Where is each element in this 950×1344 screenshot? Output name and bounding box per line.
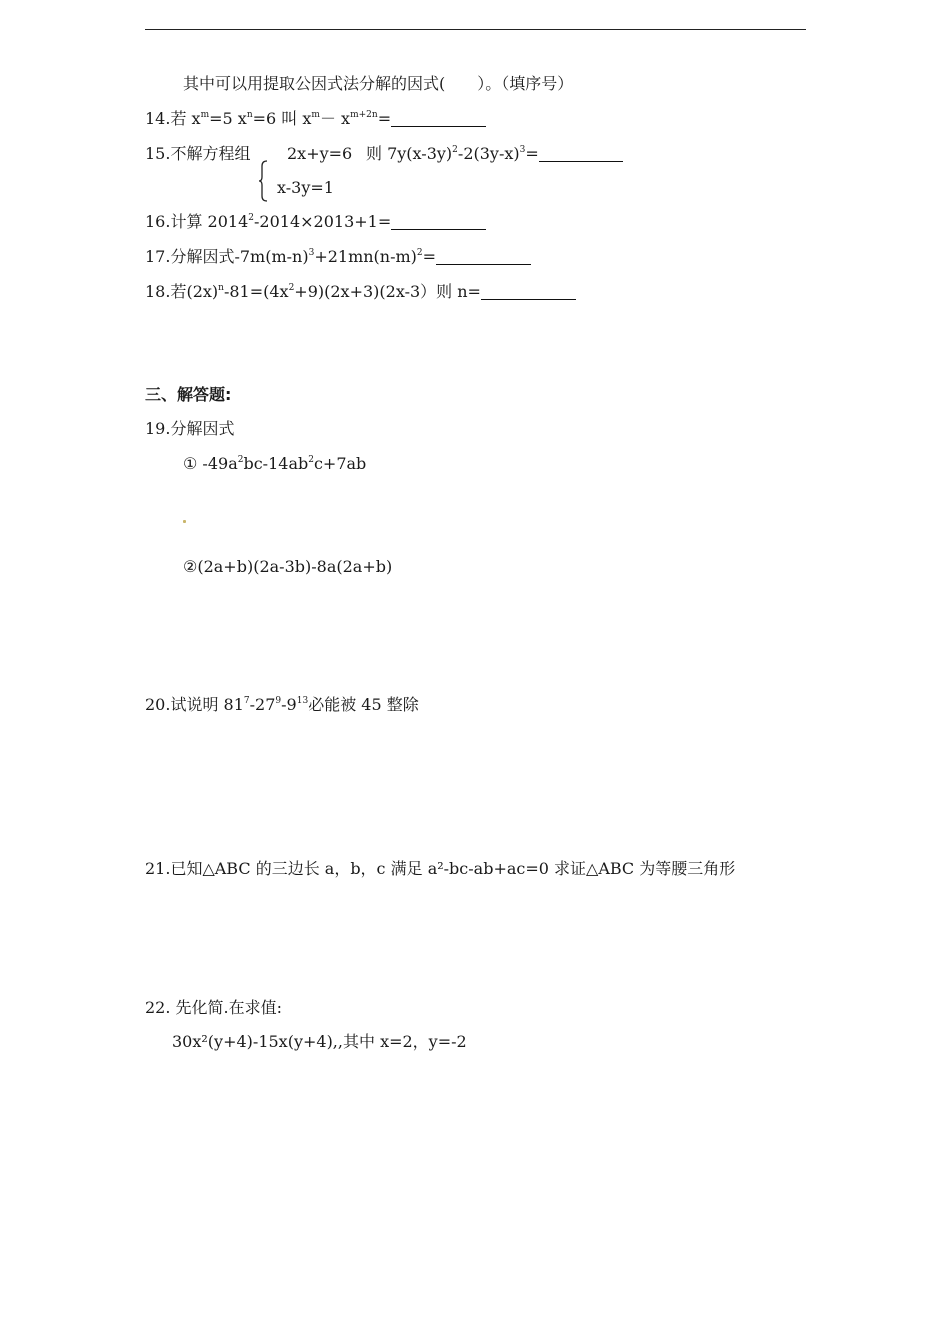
- q16-part: 16.计算 2014: [145, 212, 249, 231]
- q19-1-sup: 2: [237, 455, 244, 465]
- q15-eq2-text: x-3y=1: [277, 178, 334, 197]
- answer-blank[interactable]: [436, 249, 531, 265]
- q18-part: 18.若(2x): [145, 282, 219, 301]
- q19-text: 19.分解因式: [145, 419, 235, 438]
- question-17: [145, 247, 531, 267]
- q20-part: -27: [249, 695, 276, 714]
- answer-blank[interactable]: [539, 146, 623, 162]
- q15-equation-2: [277, 178, 334, 198]
- q14-part: =6 叫 x: [252, 109, 312, 128]
- q18-part: -81=(4x: [223, 282, 289, 301]
- q20-part: 20.试说明 81: [145, 695, 244, 714]
- q15-equation-1: [287, 144, 352, 164]
- q22-expression-text: 30x²(y+4)-15x(y+4),,其中 x=2，y=-2: [172, 1032, 467, 1051]
- answer-blank[interactable]: [391, 111, 486, 127]
- q15-eq1-text: 2x+y=6: [287, 144, 353, 163]
- q13-tail-text: [183, 74, 573, 94]
- q20-sup: 7: [243, 696, 250, 706]
- q15-part: -2(3y-x): [457, 144, 520, 163]
- question-22-expression: [172, 1032, 467, 1052]
- stray-mark: [183, 520, 186, 523]
- q15-part: =: [525, 144, 539, 163]
- q15-part: 15.不解方程组: [145, 144, 251, 163]
- q14-sup: m: [200, 110, 210, 120]
- q17-sup: 2: [416, 248, 423, 258]
- q14-part: 14.若 x: [145, 109, 201, 128]
- q21-text: 21.已知△ABC 的三边长 a，b，c 满足 a²-bc-ab+ac=0 求证△ABC 为等腰三角形: [145, 859, 736, 878]
- q20-part: 必能被 45 整除: [308, 695, 419, 714]
- q17-part: =: [422, 247, 437, 266]
- q17-part: 17.分解因式-7m(m-n): [145, 247, 309, 266]
- q18-sup: 2: [288, 283, 295, 293]
- q15-part: 则 7y(x-3y): [366, 144, 453, 163]
- equation-brace: [258, 160, 268, 200]
- question-20: [145, 695, 419, 715]
- q20-sup: 9: [275, 696, 282, 706]
- q19-1-sup: 2: [308, 455, 314, 465]
- question-19-part-1: [183, 454, 366, 474]
- question-21: [145, 859, 735, 879]
- header-rule: [145, 29, 806, 30]
- question-22: [145, 998, 282, 1018]
- q19-1-part: c+7ab: [313, 454, 367, 473]
- q19-1-part: bc-14ab: [243, 454, 309, 473]
- question-18: [145, 282, 576, 302]
- q14-sup: m: [311, 110, 320, 120]
- q17-part: +21mn(n-m): [314, 247, 417, 266]
- q22-text: 22. 先化简.在求值:: [145, 998, 283, 1017]
- q13-tail-label: 其中可以用提取公因式法分解的因式( ）。（填序号）: [183, 74, 574, 93]
- question-14: [145, 109, 486, 129]
- question-15: [145, 144, 250, 164]
- q15-sup: 3: [519, 145, 526, 155]
- question-19: [145, 419, 234, 439]
- q18-sup: n: [218, 283, 224, 293]
- question-19-part-2: [183, 557, 392, 577]
- q15-sup: 2: [452, 145, 458, 155]
- q14-part: =: [377, 109, 392, 128]
- q18-part: +9)(2x+3)(2x-3）则 n=: [294, 282, 481, 301]
- q14-part: － x: [319, 109, 351, 128]
- section-heading-text: 三、解答题:: [145, 385, 232, 404]
- section-heading: [145, 385, 231, 405]
- answer-blank[interactable]: [391, 214, 486, 230]
- q14-part: =5 x: [209, 109, 247, 128]
- answer-blank[interactable]: [481, 284, 576, 300]
- q20-sup: 13: [296, 696, 309, 706]
- q17-sup: 3: [308, 248, 315, 258]
- q20-part: -9: [281, 695, 297, 714]
- q15-expression: [366, 144, 623, 164]
- q19-1-part: ① -49a: [183, 454, 238, 473]
- q14-sup: m+2n: [350, 110, 378, 120]
- q14-sup: n: [246, 110, 253, 120]
- q19-2-text: ②(2a+b)(2a-3b)-8a(2a+b): [183, 557, 393, 576]
- question-16: [145, 212, 486, 232]
- q16-sup: 2: [248, 213, 254, 223]
- q16-part: -2014×2013+1=: [254, 212, 392, 231]
